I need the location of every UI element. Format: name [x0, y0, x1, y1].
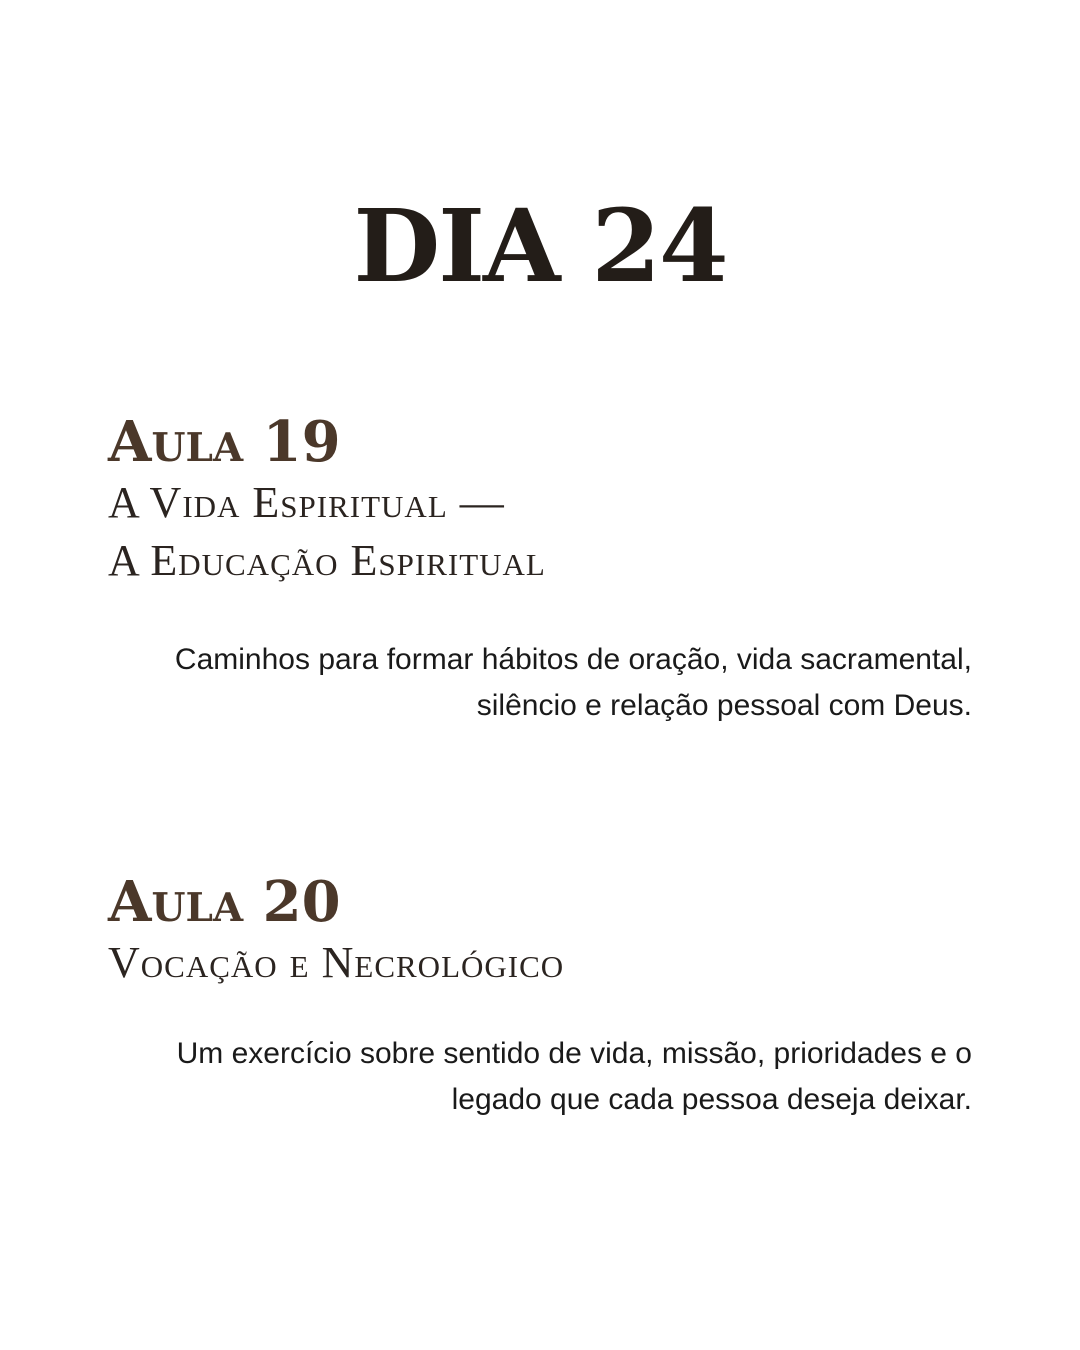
- lesson-description: Um exercício sobre sentido de vida, missão, prioridades e o legado que cada pessoa deseja deixar.: [176, 1037, 972, 1116]
- page-title: DIA 24: [353, 187, 727, 305]
- lesson-subtitle-line: A Vida Espiritual —: [108, 478, 505, 527]
- lesson-subtitle-line: Vocação e Necrológico: [108, 938, 565, 987]
- lesson-section-19: [108, 410, 972, 590]
- lesson-title: Aula 20: [108, 869, 341, 935]
- lesson-description: Caminhos para formar hábitos de oração, vida sacramental, silêncio e relação pessoal com Deus.: [174, 643, 972, 722]
- lesson-title: Aula 19: [108, 409, 341, 475]
- lesson-section-20: [108, 870, 972, 992]
- lesson-subtitle-line: A Educação Espiritual: [108, 536, 546, 585]
